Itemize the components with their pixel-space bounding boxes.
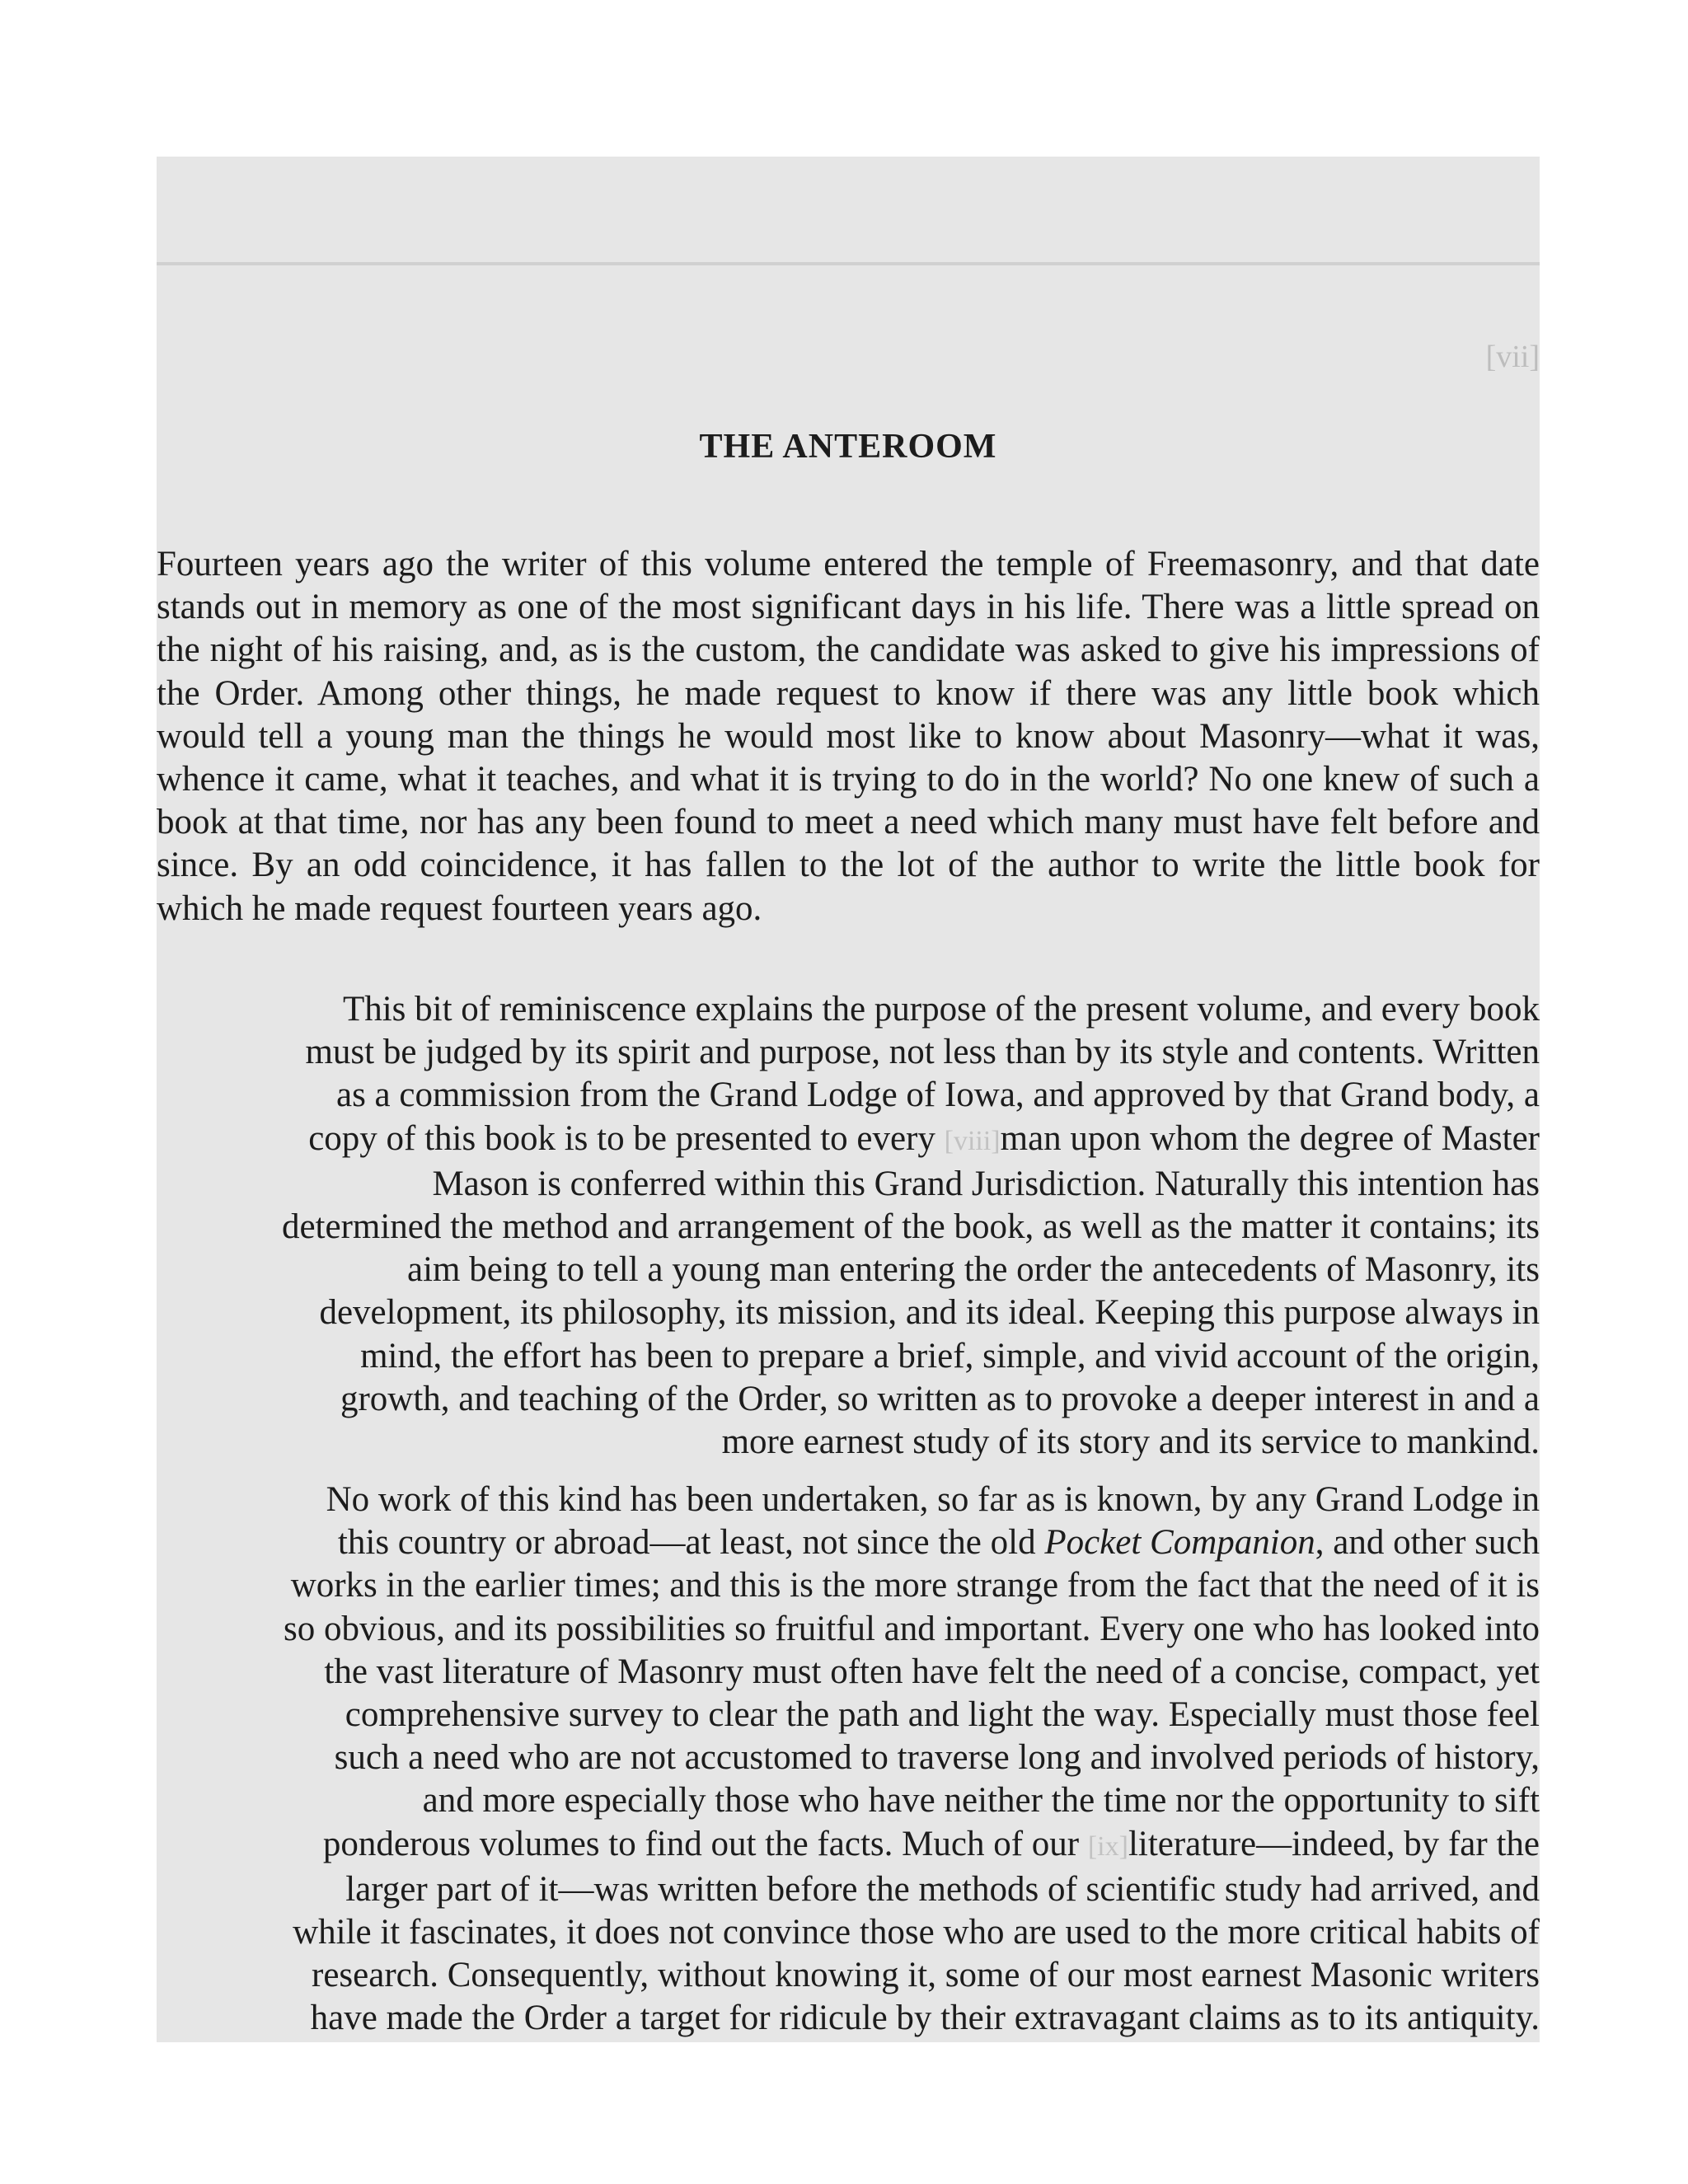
paragraph-line: more earnest study of its story and its service to mankind. [721, 1422, 1540, 1462]
paragraph-line: Mason is conferred within this Grand Jurisdiction. Naturally this intention has [432, 1164, 1540, 1203]
line-text: , and other such [1315, 1523, 1540, 1563]
line-text: man upon whom the degree of Master [1000, 1118, 1540, 1158]
paragraph-line: larger part of it—was written before the methods of scientific study had arrived, and [345, 1869, 1540, 1909]
paragraph-line: have made the Order a target for ridicule by their extravagant claims as to its antiquity. [310, 1999, 1540, 2038]
paragraph-line [157, 1823, 1540, 1868]
header-divider [157, 262, 1540, 265]
paragraph-line: research. Consequently, without knowing it, some of our most earnest Masonic writers [312, 1956, 1540, 1995]
page-number-marker: [viii] [944, 1125, 1001, 1156]
paragraph-line: the vast literature of Masonry must often have felt the need of a concise, compact, yet [324, 1652, 1540, 1691]
paragraph-line: This bit of reminiscence explains the purpose of the present volume, and every book [342, 990, 1540, 1029]
paragraph-3 [157, 1479, 1540, 2041]
paragraph-line: such a need who are not accustomed to traverse long and involved periods of history, [334, 1738, 1540, 1778]
paragraph-line: must be judged by its spirit and purpose, not less than by its style and contents. Written [305, 1033, 1540, 1072]
paragraph-line: so obvious, and its possibilities so fruitful and important. Every one who has looked into [284, 1609, 1540, 1648]
line-text: ponderous volumes to find out the facts. Much of our [322, 1824, 1088, 1863]
paragraph-line: while it fascinates, it does not convince those who are used to the more critical habits of [293, 1913, 1540, 1952]
paragraph-line: and more especially those who have neither the time nor the opportunity to sift [422, 1781, 1540, 1821]
chapter-heading: THE ANTEROOM [699, 428, 997, 466]
line-text: literature—indeed, by far the [1128, 1824, 1540, 1863]
paragraph-line [157, 1521, 1540, 1564]
paragraph-1: Fourteen years ago the writer of this volume entered the temple of Freemasonry, and that date stands out in memory as one of the most significant days in his life. There was a little spread on the night of his raising, and, as is the custom, the candidate was asked to give his impressions of the Order. Among other things, he made request to know if there was any little book which would tell a young man the things he would most like to know about Masonry—what it was, whence it came, what it teaches, and what it is trying to do in the world? No one knew of such a book at that time, nor has any been found to meet a need which many must have felt before and since. By an odd coincidence, it has fallen to the lot of the author to write the little book for which he made request fourteen years ago. [157, 545, 1540, 928]
paragraph-line: growth, and teaching of the Order, so written as to provoke a deeper interest in and a [340, 1379, 1540, 1418]
paragraph-line: mind, the effort has been to prepare a brief, simple, and vivid account of the origin, [360, 1336, 1540, 1376]
document-page [157, 157, 1540, 2042]
paragraph-line [157, 1118, 1540, 1163]
page-number-marker: [ix] [1087, 1830, 1128, 1862]
paragraph-line: comprehensive survey to clear the path and light the way. Especially must those feel [345, 1695, 1540, 1735]
paragraph-line: works in the earlier times; and this is the more strange from the fact that the need of it is [290, 1566, 1540, 1605]
paragraph-line: No work of this kind has been undertaken, so far as is known, by any Grand Lodge in [326, 1480, 1540, 1519]
page-number-marker: [vii] [1485, 340, 1540, 374]
page-header-band [157, 157, 1540, 264]
book-title: Pocket Companion [1044, 1523, 1315, 1563]
paragraph-2 [157, 988, 1540, 1464]
paragraph-line: determined the method and arrangement of the book, as well as the matter it contains; its [281, 1207, 1540, 1247]
line-text: this country or abroad—at least, not since the old [337, 1523, 1045, 1563]
paragraph-line: aim being to tell a young man entering the order the antecedents of Masonry, its [406, 1250, 1540, 1290]
paragraph-line: development, its philosophy, its mission, and its ideal. Keeping this purpose always in [319, 1293, 1540, 1333]
paragraph-line: as a commission from the Grand Lodge of Iowa, and approved by that Grand body, a [335, 1076, 1540, 1115]
line-text: copy of this book is to be presented to every [308, 1118, 945, 1158]
